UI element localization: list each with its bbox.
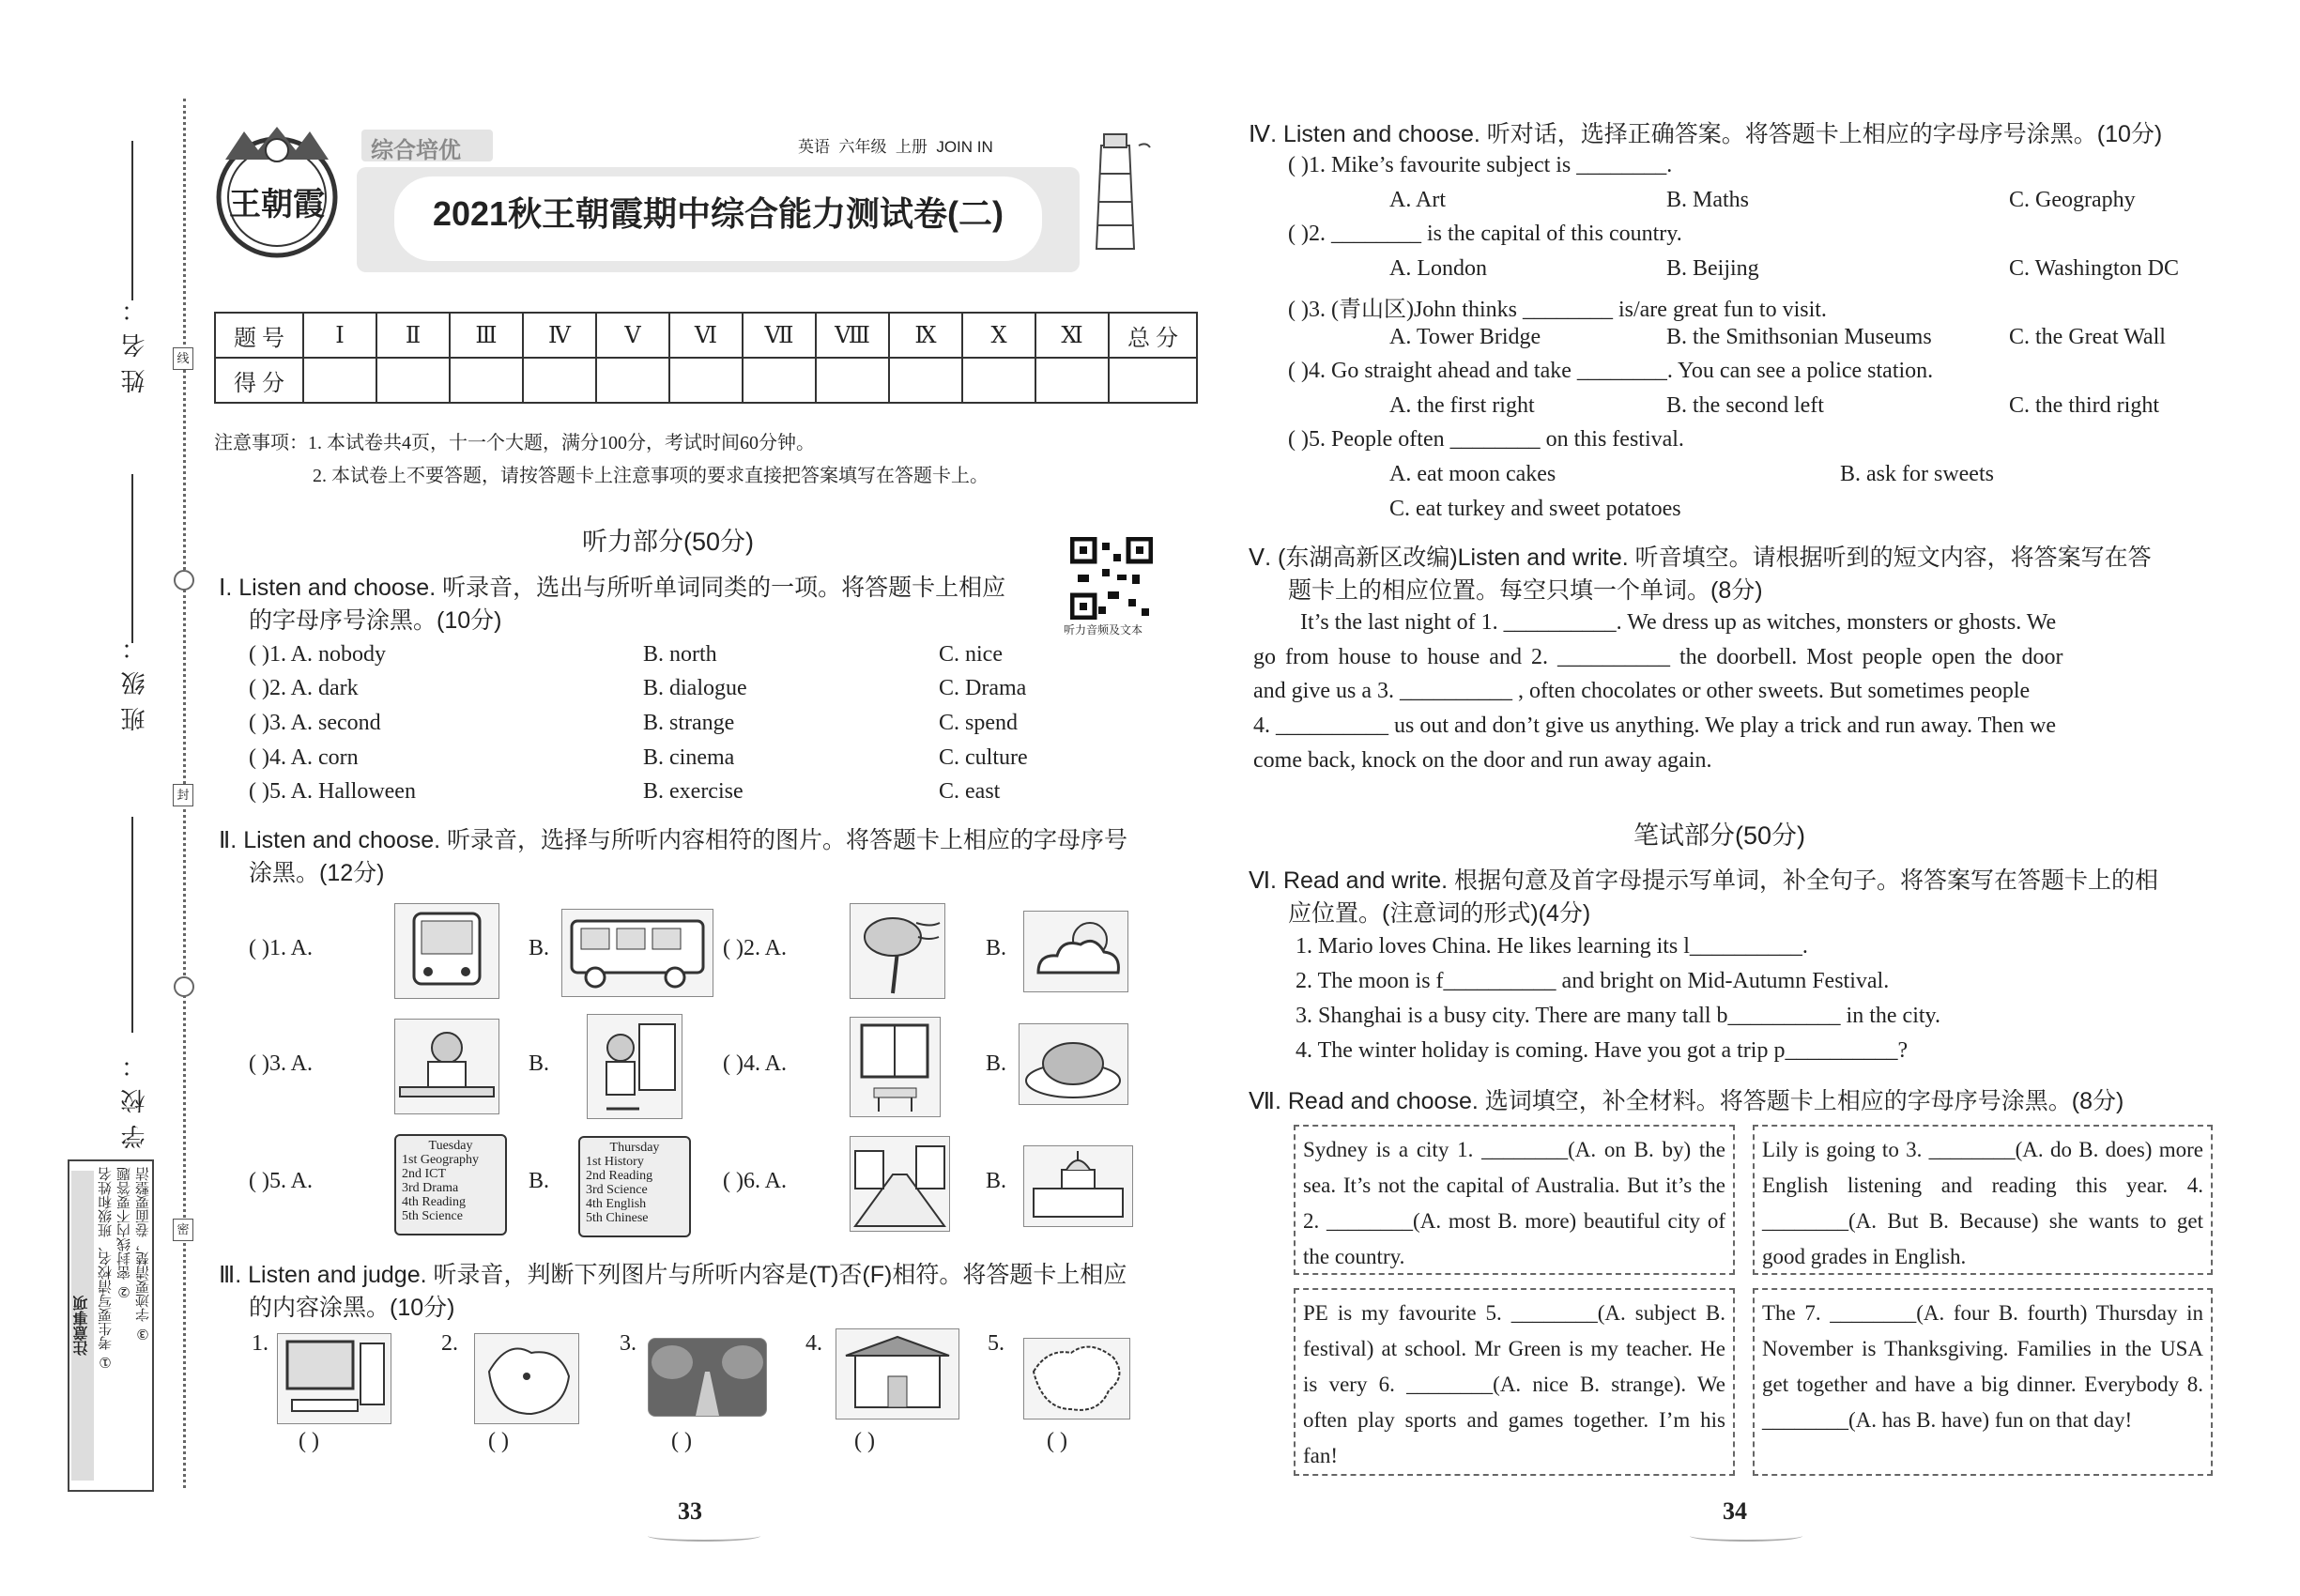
s1-q5: ( )5. A. Halloween [249, 779, 416, 804]
logo-text: 王朝霞 [229, 188, 325, 223]
section3-title-l2: 的内容涂黑。(10分) [249, 1295, 455, 1321]
s3-num-5: 5. [988, 1331, 1004, 1356]
passage-box-1: Sydney is a city 1. ________(A. on B. by) the sea. It’s not the capital of Australia. But it’s the 2. ________(A. most B. more) beautiful city of the country. [1294, 1125, 1735, 1275]
page-number-right: 34 [1723, 1497, 1747, 1525]
s1-q3: ( )3. A. second [249, 711, 381, 735]
s2-q6-label: ( )6. A. [723, 1169, 787, 1193]
score-table [214, 312, 1198, 404]
seal-mark-mi: 密 [173, 1219, 193, 1241]
roast-turkey-icon [1019, 1023, 1128, 1105]
school-line [131, 817, 133, 1033]
s6-q4: 4. The winter holiday is coming. Have you got a trip p__________? [1296, 1038, 1909, 1063]
s1-q3-b: B. strange [643, 711, 735, 735]
s2-q5-b-label: B. [529, 1169, 550, 1193]
seal-mark-feng: 封 [173, 784, 193, 806]
title-banner [357, 167, 1080, 272]
schedule-day: Thursday [609, 1141, 660, 1155]
s2-q6-b-label: B. [986, 1169, 1007, 1193]
s3-num-3: 3. [620, 1331, 636, 1356]
s1-q4-b: B. cinema [643, 745, 735, 770]
s4-q5-a: A. eat moon cakes [1389, 462, 1556, 486]
s2-q2-label: ( )2. A. [723, 936, 787, 960]
s1-q1-b: B. north [643, 642, 717, 667]
section1-title-l1: Ⅰ. Listen and choose. 听录音，选出与所听单词同类的一项。将答题卡上相应 [219, 575, 1006, 601]
listening-heading: 听力部分(50分) [582, 528, 755, 556]
s4-q2-b: B. Beijing [1666, 256, 1759, 281]
s1-q5-c: C. east [939, 779, 1001, 804]
class-label: 班级： [120, 624, 148, 731]
s4-q5: ( )5. People often ________ on this festival. [1288, 427, 1684, 452]
score-cell[interactable] [1109, 358, 1197, 403]
s3-paren-1: ( ) [299, 1429, 319, 1453]
s4-q4: ( )4. Go straight ahead and take ________. You can see a police station. [1288, 359, 1934, 383]
seal-dot-2 [174, 976, 194, 997]
s5-line-1: It’s the last night of 1. __________. We dress up as witches, monsters or ghosts. We [1300, 610, 2057, 635]
s4-q2: ( )2. ________ is the capital of this country. [1288, 222, 1682, 246]
s2-q4-label: ( )4. A. [723, 1051, 787, 1076]
margin-notes-box [68, 1159, 154, 1492]
china-map-icon [1023, 1338, 1130, 1420]
s4-q3-c: C. the Great Wall [2009, 325, 2166, 349]
score-cell[interactable] [1035, 358, 1109, 403]
section7-title: Ⅶ. Read and choose. 选词填空，补全材料。将答题卡上相应的字母序号涂黑。(8分) [1249, 1088, 2124, 1114]
s2-q1-b-label: B. [529, 936, 550, 960]
cloudy-sun-icon [1023, 911, 1128, 992]
schedule-line: 4th Reading [402, 1195, 467, 1209]
s2-q2-b-label: B. [986, 936, 1007, 960]
score-cell[interactable] [303, 358, 376, 403]
s4-q5-b: B. ask for sweets [1840, 462, 1994, 486]
s4-q5-c: C. eat turkey and sweet potatoes [1389, 497, 1681, 521]
schedule-line: 5th Science [402, 1209, 463, 1223]
lighthouse-icon [1078, 127, 1153, 258]
seal-dot-1 [174, 570, 194, 591]
score-col-total: 总 分 [1109, 313, 1197, 358]
qr-caption: 听力音频及文本 [1064, 623, 1143, 637]
section5-title-l1: Ⅴ. (东湖高新区改编)Listen and write. 听音填空。请根据听到的短文内容，将答案写在答 [1249, 545, 2152, 571]
passage-box-4: The 7. ________(A. four B. fourth) Thursday in November is Thanksgiving. Families in the USA get together and have a big dinner. Everybody 8. ________(A. has B. have) fun on that day! [1753, 1288, 2213, 1476]
schedule-line: 3rd Science [586, 1183, 648, 1197]
section1-title-l2: 的字母序号涂黑。(10分) [249, 607, 502, 634]
s3-num-4: 4. [805, 1331, 822, 1356]
schedule-tuesday [394, 1134, 507, 1235]
s2-q1-label: ( )1. A. [249, 936, 313, 960]
score-col: Ⅲ [450, 313, 523, 358]
boy-painting-icon [587, 1014, 682, 1119]
s5-line-4: 4. __________ us out and don’t give us anything. We play a trick and run away. Then we [1253, 714, 2057, 738]
tree-lined-path-icon [648, 1338, 767, 1417]
street-scene-icon [850, 1136, 950, 1232]
s3-paren-4: ( ) [854, 1429, 875, 1453]
s6-q2: 2. The moon is f__________ and bright on Mid-Autumn Festival. [1296, 969, 1890, 993]
s3-paren-5: ( ) [1047, 1429, 1067, 1453]
s2-q3-label: ( )3. A. [249, 1051, 313, 1076]
schedule-line: 5th Chinese [586, 1211, 649, 1225]
name-label: 姓名： [120, 286, 148, 393]
score-col: Ⅰ [303, 313, 376, 358]
s4-q3-b: B. the Smithsonian Museums [1666, 325, 1932, 349]
s1-q4: ( )4. A. corn [249, 745, 359, 770]
exam-title: 2021秋王朝霞期中综合能力测试卷(二) [432, 194, 1004, 233]
capitol-building-icon [1023, 1145, 1133, 1227]
s4-q4-b: B. the second left [1666, 393, 1824, 418]
notice-line-1: 注意事项：1. 本试卷共4页，十一个大题，满分100分，考试时间60分钟。 [214, 433, 815, 453]
s1-q4-c: C. culture [939, 745, 1028, 770]
s5-line-5: come back, knock on the door and run away again. [1253, 748, 1712, 773]
s2-q5-label: ( )5. A. [249, 1169, 313, 1193]
schedule-thursday [578, 1136, 691, 1237]
margin-note-1: ① 考生要写清校名、班级和姓名 [99, 1167, 114, 1371]
schedule-line: 1st History [586, 1155, 644, 1169]
score-col: Ⅶ [743, 313, 816, 358]
score-col: Ⅵ [669, 313, 743, 358]
margin-notes-title: 注意事项 [71, 1171, 94, 1481]
s4-q4-a: A. the first right [1389, 393, 1535, 418]
score-col: Ⅹ [962, 313, 1035, 358]
score-table-label: 题 号 [215, 313, 303, 358]
s4-q2-c: C. Washington DC [2009, 256, 2179, 281]
schedule-line: 3rd Drama [402, 1181, 459, 1195]
name-line [131, 141, 133, 300]
header-meta: 英语 六年级 上册 JOIN IN [798, 138, 993, 156]
brand-logo [207, 122, 347, 263]
s2-q3-b-label: B. [529, 1051, 550, 1076]
window-room-icon [850, 1017, 941, 1117]
schedule-line: 2nd Reading [586, 1169, 653, 1183]
s6-q3: 3. Shanghai is a busy city. There are many tall b__________ in the city. [1296, 1004, 1940, 1028]
s4-q1-c: C. Geography [2009, 188, 2136, 212]
s6-q1: 1. Mario loves China. He likes learning its l__________. [1296, 934, 1808, 959]
section6-title-l2: 应位置。(注意词的形式)(4分) [1288, 900, 1591, 927]
seal-mark-xian: 线 [173, 347, 193, 370]
s4-q1-a: A. Art [1389, 188, 1446, 212]
s5-line-2: go from house to house and 2. __________ the doorbell. Most people open the door [1253, 645, 2063, 669]
section3-title-l1: Ⅲ. Listen and judge. 听录音，判断下列图片与所听内容是(T)否(F)相符。将答题卡上相应 [219, 1262, 1127, 1288]
school-label: 学校： [120, 1042, 148, 1149]
s1-q2: ( )2. A. dark [249, 676, 359, 700]
passage-box-2: Lily is going to 3. ________(A. do B. does) more English listening and reading this year. 4. ________(A. But B. Because) she wants to get good grades in English. [1753, 1125, 2213, 1275]
section5-title-l2: 题卡上的相应位置。每空只填一个单词。(8分) [1288, 577, 1763, 604]
section4-title: Ⅳ. Listen and choose. 听对话，选择正确答案。将答题卡上相应的字母序号涂黑。(10分) [1249, 121, 2163, 147]
s1-q1: ( )1. A. nobody [249, 642, 386, 667]
score-cell[interactable] [523, 358, 596, 403]
schedule-line: 1st Geography [402, 1153, 480, 1167]
score-cell[interactable] [450, 358, 523, 403]
writing-heading: 笔试部分(50分) [1633, 821, 1806, 850]
margin-note-3: ③ 字迹要清楚，卷面要整洁 [136, 1167, 151, 1343]
s3-num-2: 2. [441, 1331, 458, 1356]
s4-q3-a: A. Tower Bridge [1389, 325, 1541, 349]
schedule-line: 2nd ICT [402, 1167, 447, 1181]
map-icon [474, 1333, 579, 1424]
score-col: Ⅷ [816, 313, 889, 358]
section2-title-l2: 涂黑。(12分) [249, 860, 385, 886]
s4-q1-b: B. Maths [1666, 188, 1750, 212]
score-cell[interactable] [889, 358, 962, 403]
s4-q4-c: C. the third right [2009, 393, 2159, 418]
score-col: Ⅺ [1035, 313, 1109, 358]
brand-tag [361, 130, 493, 161]
s1-q2-b: B. dialogue [643, 676, 747, 700]
passage-box-3: PE is my favourite 5. ________(A. subject B. festival) at school. Mr Green is my teacher. He is very 6. ________(A. nice B. strange). We often play sports and games together. I’m his fan! [1294, 1288, 1735, 1476]
page-number-left: 33 [678, 1497, 702, 1525]
score-col: Ⅳ [523, 313, 596, 358]
windy-tree-icon [850, 903, 945, 999]
notice-line-2: 2. 本试卷上不要答题，请按答题卡上注意事项的要求直接把答案填写在答题卡上。 [313, 466, 989, 486]
schedule-line: 4th English [586, 1197, 647, 1211]
s4-q3: ( )3. (青山区)John thinks ________ is/are great fun to visit. [1288, 298, 1827, 322]
bus-front-icon [394, 903, 499, 999]
s5-line-3: and give us a 3. __________ , often chocolates or other sweets. But sometimes people [1253, 679, 2031, 703]
page-number-left-ornament [648, 1530, 760, 1542]
score-col: Ⅸ [889, 313, 962, 358]
s3-paren-3: ( ) [671, 1429, 692, 1453]
s3-num-1: 1. [252, 1331, 268, 1356]
section2-title-l1: Ⅱ. Listen and choose. 听录音，选择与所听内容相符的图片。将答题卡上相应的字母序号 [219, 827, 1128, 853]
brand-tag-text: 综合培优 [371, 138, 461, 163]
s1-q1-c: C. nice [939, 642, 1003, 667]
score-cell[interactable] [596, 358, 669, 403]
score-col: Ⅱ [376, 313, 450, 358]
qr-code-icon [1070, 537, 1153, 620]
score-cell[interactable] [743, 358, 816, 403]
score-table-score-row [215, 358, 1197, 403]
s1-q2-c: C. Drama [939, 676, 1027, 700]
score-cell[interactable] [962, 358, 1035, 403]
score-table-header-row [215, 313, 1197, 358]
s3-paren-2: ( ) [488, 1429, 509, 1453]
computer-icon [277, 1333, 391, 1424]
score-table-label: 得 分 [215, 358, 303, 403]
margin-note-2: ② 密封线内不要答题 [117, 1167, 132, 1300]
page-number-right-ornament [1690, 1530, 1802, 1542]
score-cell[interactable] [376, 358, 450, 403]
s2-q4-b-label: B. [986, 1051, 1007, 1076]
boy-writing-icon [394, 1019, 499, 1114]
s4-q2-a: A. London [1389, 256, 1487, 281]
s1-q5-b: B. exercise [643, 779, 744, 804]
score-col: Ⅴ [596, 313, 669, 358]
score-cell[interactable] [816, 358, 889, 403]
section6-title-l1: Ⅵ. Read and write. 根据句意及首字母提示写单词，补全句子。将答案写在答题卡上的相 [1249, 867, 2158, 894]
bus-side-icon [561, 909, 713, 997]
s1-q3-c: C. spend [939, 711, 1018, 735]
score-cell[interactable] [669, 358, 743, 403]
chinese-gate-icon [836, 1328, 959, 1420]
s4-q1: ( )1. Mike’s favourite subject is ________. [1288, 153, 1673, 177]
class-line [131, 474, 133, 643]
schedule-day: Tuesday [428, 1139, 473, 1153]
